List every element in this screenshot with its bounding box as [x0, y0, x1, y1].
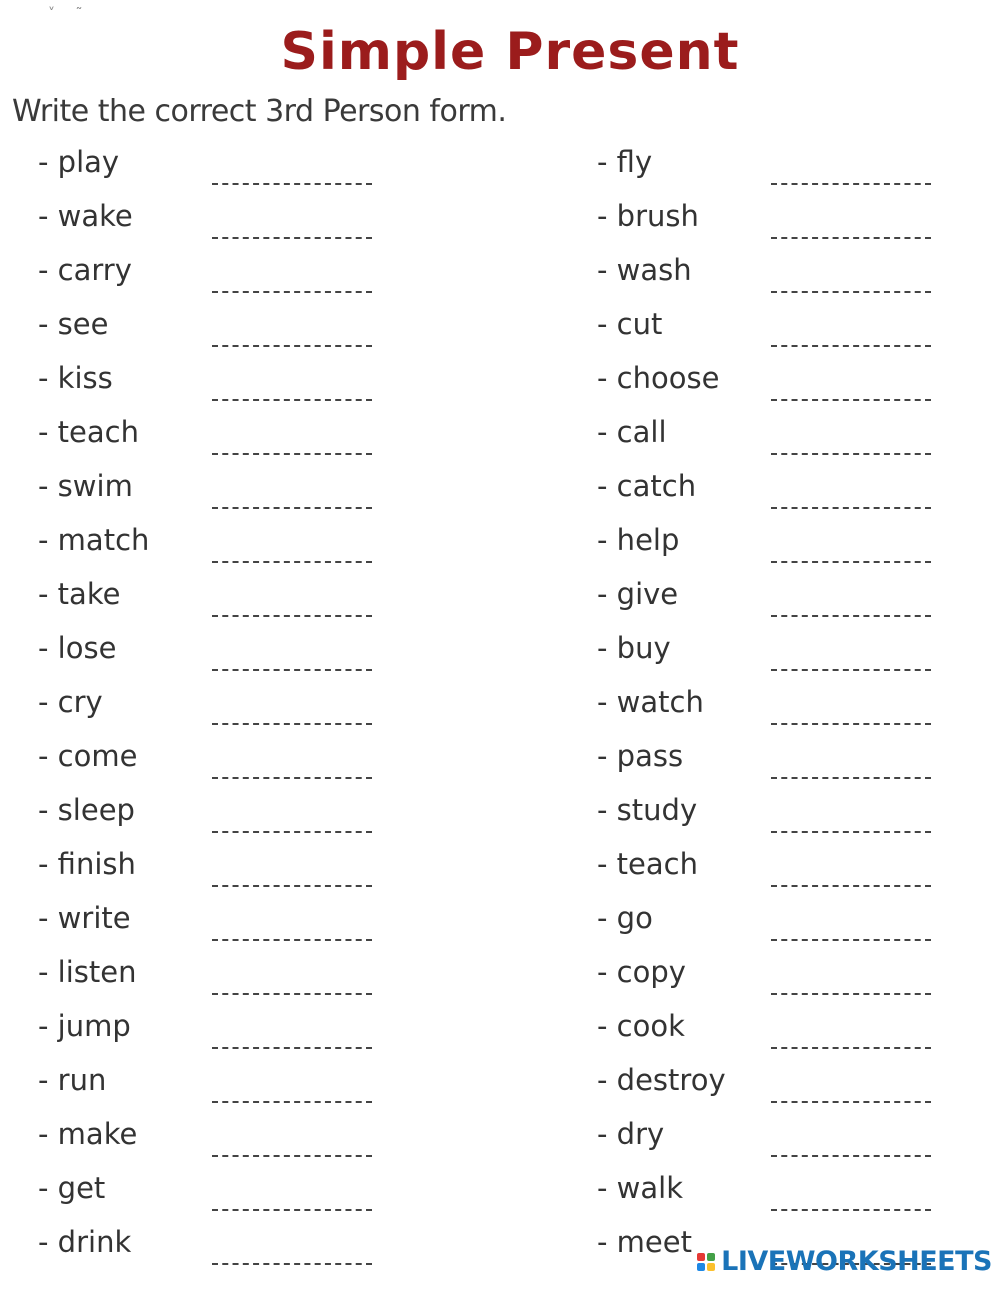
logo-square-red	[697, 1253, 705, 1261]
verb-label: - take	[38, 577, 121, 611]
verb-label: - cry	[38, 685, 103, 719]
verb-label: - wake	[38, 199, 133, 233]
logo-square-green	[707, 1253, 715, 1261]
verb-label: - cook	[597, 1009, 685, 1043]
verb-label: - go	[597, 901, 653, 935]
verb-row	[597, 739, 937, 793]
verb-label: - brush	[597, 199, 699, 233]
answer-input[interactable]	[212, 265, 372, 293]
verb-label: - carry	[38, 253, 132, 287]
answer-input[interactable]	[212, 913, 372, 941]
answer-input[interactable]	[771, 643, 931, 671]
verb-row	[38, 307, 378, 361]
verb-label: - study	[597, 793, 698, 827]
verb-label: - wash	[597, 253, 692, 287]
verb-label: - finish	[38, 847, 136, 881]
verb-label: - lose	[38, 631, 117, 665]
verb-label: - help	[597, 523, 680, 557]
answer-input[interactable]	[771, 751, 931, 779]
verb-row	[38, 415, 378, 469]
answer-input[interactable]	[212, 589, 372, 617]
answer-input[interactable]	[212, 157, 372, 185]
verb-row	[38, 253, 378, 307]
verb-row	[38, 901, 378, 955]
answer-input[interactable]	[771, 697, 931, 725]
verb-row	[38, 469, 378, 523]
answer-input[interactable]	[212, 1021, 372, 1049]
verb-label: - kiss	[38, 361, 113, 395]
answer-input[interactable]	[771, 157, 931, 185]
answer-input[interactable]	[212, 1183, 372, 1211]
verb-row	[597, 523, 937, 577]
verb-row	[38, 523, 378, 577]
verb-label: - play	[38, 145, 120, 179]
verb-row	[597, 901, 937, 955]
answer-input[interactable]	[212, 967, 372, 995]
left-word-column	[38, 145, 378, 1279]
instruction-text: Write the correct 3rd Person form.	[12, 94, 507, 129]
corner-decoration: ˅ ˜	[48, 6, 91, 22]
answer-input[interactable]	[212, 1129, 372, 1157]
verb-row	[597, 1171, 937, 1225]
verb-row	[597, 1117, 937, 1171]
logo-square-blue	[697, 1263, 705, 1271]
answer-input[interactable]	[771, 265, 931, 293]
verb-row	[38, 1063, 378, 1117]
verb-label: - teach	[38, 415, 139, 449]
liveworksheets-logo-icon	[697, 1253, 715, 1271]
answer-input[interactable]	[212, 427, 372, 455]
answer-input[interactable]	[771, 1183, 931, 1211]
verb-label: - match	[38, 523, 150, 557]
answer-input[interactable]	[771, 967, 931, 995]
verb-row	[38, 1117, 378, 1171]
answer-input[interactable]	[771, 1021, 931, 1049]
answer-input[interactable]	[771, 481, 931, 509]
verb-row	[597, 145, 937, 199]
verb-row	[597, 307, 937, 361]
verb-label: - copy	[597, 955, 686, 989]
answer-input[interactable]	[771, 535, 931, 563]
verb-row	[38, 361, 378, 415]
verb-label: - catch	[597, 469, 697, 503]
answer-input[interactable]	[212, 211, 372, 239]
answer-input[interactable]	[212, 751, 372, 779]
verb-row	[38, 631, 378, 685]
verb-label: - drink	[38, 1225, 132, 1259]
verb-row	[38, 793, 378, 847]
verb-label: - swim	[38, 469, 133, 503]
verb-row	[38, 1009, 378, 1063]
verb-row	[597, 415, 937, 469]
verb-label: - make	[38, 1117, 138, 1151]
answer-input[interactable]	[771, 373, 931, 401]
verb-row	[597, 577, 937, 631]
verb-label: - see	[38, 307, 109, 341]
verb-label: - destroy	[597, 1063, 726, 1097]
answer-input[interactable]	[771, 859, 931, 887]
logo-square-yellow	[707, 1263, 715, 1271]
verb-row	[597, 199, 937, 253]
logo-text: LIVEWORKSHEETS	[721, 1246, 992, 1277]
verb-label: - buy	[597, 631, 671, 665]
verb-row	[597, 955, 937, 1009]
answer-input[interactable]	[212, 805, 372, 833]
liveworksheets-logo	[697, 1246, 992, 1277]
answer-input[interactable]	[771, 211, 931, 239]
verb-label: - give	[597, 577, 679, 611]
verb-label: - dry	[597, 1117, 665, 1151]
answer-input[interactable]	[771, 427, 931, 455]
verb-label: - come	[38, 739, 138, 773]
answer-input[interactable]	[212, 1237, 372, 1265]
right-word-column	[597, 145, 937, 1279]
verb-row	[597, 253, 937, 307]
verb-row	[38, 1171, 378, 1225]
verb-row	[597, 847, 937, 901]
answer-input[interactable]	[212, 481, 372, 509]
verb-label: - meet	[597, 1225, 692, 1259]
answer-input[interactable]	[771, 589, 931, 617]
verb-row	[597, 631, 937, 685]
answer-input[interactable]	[771, 1075, 931, 1103]
verb-label: - fly	[597, 145, 653, 179]
verb-row	[597, 361, 937, 415]
answer-input[interactable]	[771, 319, 931, 347]
answer-input[interactable]	[771, 805, 931, 833]
verb-row	[597, 685, 937, 739]
verb-row	[38, 199, 378, 253]
verb-label: - run	[38, 1063, 107, 1097]
verb-label: - call	[597, 415, 667, 449]
answer-input[interactable]	[212, 859, 372, 887]
verb-label: - listen	[38, 955, 137, 989]
answer-input[interactable]	[212, 643, 372, 671]
answer-input[interactable]	[212, 535, 372, 563]
verb-row	[38, 1225, 378, 1279]
verb-label: - pass	[597, 739, 684, 773]
answer-input[interactable]	[212, 697, 372, 725]
answer-input[interactable]	[212, 1075, 372, 1103]
verb-label: - write	[38, 901, 131, 935]
verb-row	[38, 145, 378, 199]
answer-input[interactable]	[771, 1129, 931, 1157]
answer-input[interactable]	[212, 373, 372, 401]
page-title: Simple Present	[280, 22, 740, 82]
verb-label: - get	[38, 1171, 106, 1205]
verb-row	[597, 1009, 937, 1063]
verb-row	[38, 847, 378, 901]
verb-label: - sleep	[38, 793, 135, 827]
verb-label: - walk	[597, 1171, 684, 1205]
verb-label: - cut	[597, 307, 663, 341]
verb-label: - jump	[38, 1009, 131, 1043]
verb-row	[597, 469, 937, 523]
answer-input[interactable]	[771, 913, 931, 941]
verb-row	[38, 577, 378, 631]
verb-label: - choose	[597, 361, 720, 395]
verb-row	[38, 955, 378, 1009]
verb-row	[38, 685, 378, 739]
verb-label: - teach	[597, 847, 698, 881]
verb-row	[38, 739, 378, 793]
answer-input[interactable]	[212, 319, 372, 347]
verb-label: - watch	[597, 685, 704, 719]
verb-row	[597, 1063, 937, 1117]
verb-row	[597, 793, 937, 847]
